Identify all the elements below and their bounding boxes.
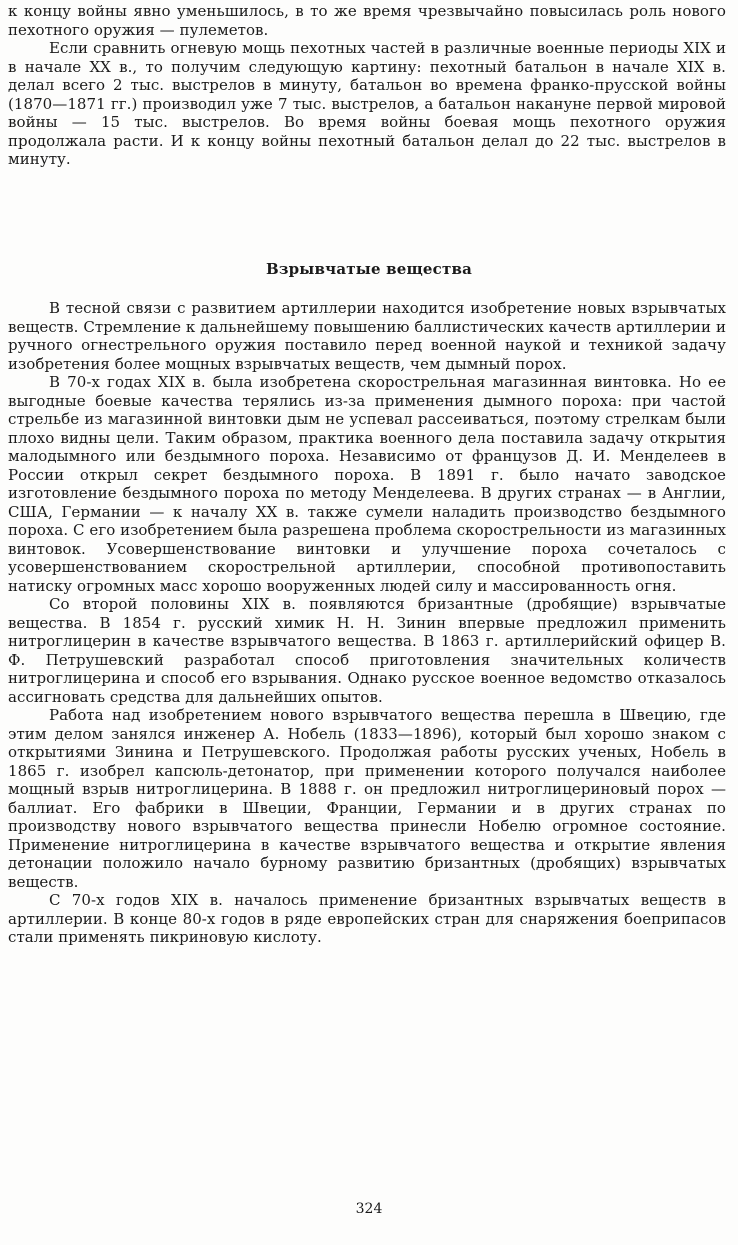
page-number: 324 — [355, 1201, 383, 1217]
paragraph-brisant-explosives: Со второй половины XIX в. появляются бризантные (дробящие) взрывчатые вещества. В 1854 г. русский химик Н. Н. Зинин впервые предложил применить нитроглицерин в качестве взрывчатого вещества. В 1863 г. артиллерийский офицер В. Ф. Петрушевский разработал способ приготовления значительных количеств нитроглицерина и способ его взрывания. Однако русское военное ведомство отказалось ассигновать средства для дальнейших опытов. — [8, 595, 726, 706]
paragraph-firepower: Если сравнить огневую мощь пехотных частей в различные военные периоды XIX и в начале XX в., то получим следующую картину: пехотный батальон в начале XIX в. делал всего 2 тыс. выстрелов в минуту, батальон во времена франко-прусской войны (1870—1871 гг.) производил уже 7 тыс. выстрелов, а батальон накануне первой мировой войны — 15 тыс. выстрелов. Во время войны боевая мощь пехотного оружия продолжала расти. И к концу войны пехотный батальон делал до 22 тыс. выстрелов в минуту. — [8, 39, 726, 168]
paragraph-explosives-intro: В тесной связи с развитием артиллерии находится изобретение новых взрывчатых веществ. Стремление к дальнейшему повышению баллистических качеств артиллерии и ручного огнестрельного оружия поставило перед военной наукой и техникой задачу изобретения более мощных взрывчатых веществ, чем дымный порох. — [8, 299, 726, 373]
section-heading: Взрывчатые вещества — [265, 260, 473, 278]
paragraph-artillery-use: С 70-х годов XIX в. началось применение бризантных взрывчатых веществ в артиллерии. В конце 80-х годов в ряде европейских стран для снаряжения боеприпасов стали применять пикриновую кислоту. — [8, 891, 726, 946]
paragraph-nobel: Работа над изобретением нового взрывчатого вещества перешла в Швецию, где этим делом занялся инженер А. Нобель (1833—1896), который был хорошо знаком с открытиями Зинина и Петрушевского. Продолжая работы русских ученых, Нобель в 1865 г. изобрел капсюль-детонатор, при применении которого получался наиболее мощный взрыв нитроглицерина. В 1888 г. он предложил нитроглицериновый порох — баллиат. Его фабрики в Швеции, Франции, Германии и в других странах по производству нового взрывчатого вещества принесли Нобелю огромное состояние. Применение нитроглицерина в качестве взрывчатого вещества и открытие явления детонации положило начало бурному развитию бризантных (дробящих) взрывчатых веществ. — [8, 706, 726, 891]
paragraph-continuation: к концу войны явно уменьшилось, в то же время чрезвычайно повысилась роль нового пехотного оружия — пулеметов. — [8, 2, 726, 39]
paragraph-smokeless-powder: В 70-х годах XIX в. была изобретена скорострельная магазинная винтовка. Но ее выгодные боевые качества терялись из-за применения дымного пороха: при частой стрельбе из магазинной винтовки дым не успевал рассеиваться, поэтому стрелкам были плохо видны цели. Таким образом, практика военного дела поставила задачу открытия малодымного или бездымного пороха. Независимо от французов Д. И. Менделеев в России открыл секрет бездымного пороха. В 1891 г. было начато заводское изготовление бездымного пороха по методу Менделеева. В других странах — в Англии, США, Германии — к началу XX в. также сумели наладить производство бездымного пороха. С его изобретением была разрешена проблема скорострельности из магазинных винтовок. Усовершенствование винтовки и улучшение пороха сочеталось с усовершенствованием скорострельной артиллерии, способной противопоставить натиску огромных масс хорошо вооруженных людей силу и массированность огня. — [8, 373, 726, 595]
section-text-block — [8, 299, 726, 947]
top-text-block — [8, 2, 726, 169]
